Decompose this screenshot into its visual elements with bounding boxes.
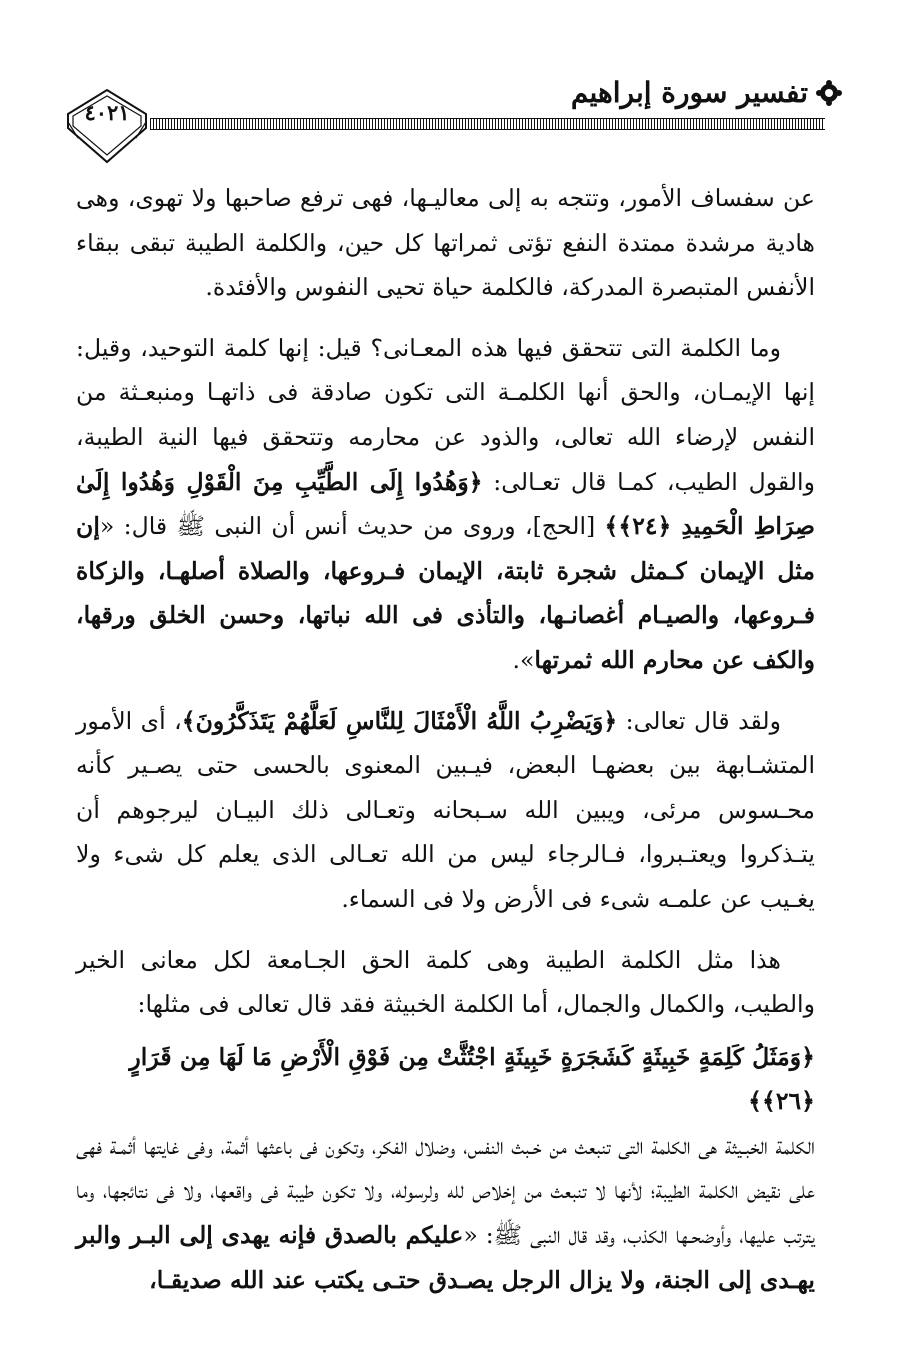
paragraph-2-text-c: ». [512, 645, 535, 674]
paragraph-2-text-a: وما الكلمة التى تتحقق فيها هذه المعـانى؟ قيل: إنها كلمة التوحيد، وقيل: إنها الإيمـان، والحق أنها الكلمـة التى تكون صادقة فى ذاتهـا ومنبعـثة من النفس لإرضاء الله تعالى، والذود عن محارمه وتتحقق فيها النية الطيبة، والقول الطيب، كمـا قال تعـالى: [76, 333, 815, 496]
page-header [0, 0, 920, 175]
paragraph-4: هذا مثل الكلمة الطيبة وهى كلمة الحق الجـامعة لكل معانى الخير والطيب، والكمال والجمال، أما الكلمة الخبيثة فقد قال تعالى فى مثلها: [76, 945, 815, 1019]
quran-verse-26: ﴿وَمَثَلُ كَلِمَةٍ خَبِيثَةٍ كَشَجَرَةٍ خَبِيثَةٍ اجْتُثَّتْ مِن فَوْقِ الْأَرْضِ مَا لَهَا مِن قَرَارٍ ﴿٢٦﴾﴾ [129, 1042, 815, 1116]
page-body [76, 176, 815, 1302]
paragraph-3-text-a: ولقد قال تعالى: [617, 706, 781, 735]
paragraph-1: عن سفساف الأمور، وتتجه به إلى معاليـها، فهى ترفع صاحبها ولا تهوى، وهى هادية مرشدة ممتدة النفع تؤتى ثمراتها كل حين، والكلمة الطيبة تبقى ببقاء الأنفس المتبصرة المدركة، فالكلمة حياة تحيى النفوس والأفئدة. [76, 184, 816, 302]
quran-verse-24: ﴿وَهُدُوا إِلَى الطَّيِّبِ مِنَ الْقَوْلِ وَهُدُوا إِلَىٰ صِرَاطِ الْحَمِيدِ ﴿٢٤﴾﴾ [76, 467, 815, 541]
surah-title: تفسير سورة إبراهيم [570, 76, 808, 109]
paragraph-3-text-b: ، أى الأمور المتشـابهة بين بعضهـا البعض، فيـبين المعنوى بالحسى حتى يصـير كأنه محـسوس مرئى، ويبين الله سـبحانه وتعـالى ذلك البيـان ليرجوهم أن يتـذكروا ويعتـبروا، فـالرجاء ليس من الله تعـالى الذى يعلم كل شىء ولا يغـيب عن علمـه شىء فى الأرض ولا فى السماء. [76, 706, 815, 913]
paragraph-2-text-b: [الحج]، وروى من حديث أنس أن النبى ﷺ قال: « [99, 512, 605, 541]
hadith-quote-2: عليكم بالصدق فإنه يهدى إلى البـر والبر يهـدى إلى الجنة، ولا يزال الرجل يصـدق حتـى يكتب عند الله صديقـا، [76, 1221, 815, 1294]
header-rule [150, 118, 825, 130]
paragraph-5 [76, 1124, 815, 1302]
paragraph-5-text-a: الكلمة الخبـيثة هى الكلمة التى تنبعث من خـبث النفس، وضلال الفكر، وتكون فى باعثها أثمة، وفى غايتها أثمـة فهى على نقيض الكلمة الطيبة؛ لأنها لا تنبعث من إخلاص لله ولرسوله، ولا تكون طيبة فى واقعها، ولا فى نتائجها، وما يترتب عليها، وأوضحـها الكذب، وقد قال النبى ﷺ: « [76, 1131, 815, 1250]
flower-ornament-icon [816, 80, 842, 106]
paragraph-3 [76, 699, 815, 922]
quran-verse-parables: ﴿وَيَضْرِبُ اللَّهُ الْأَمْثَالَ لِلنَّاسِ لَعَلَّهُمْ يَتَذَكَّرُونَ﴾ [181, 706, 618, 735]
hadith-quote: إن مثل الإيمان كـمثل شجرة ثابتة، الإيمان فـروعها، والصلاة أصلهـا، والزكاة فـروعها، والصيـام أغصانـها، والتأذى فى الله نباتها، وحسن الخلق ورقها، والكف عن محارم الله ثمرتها [76, 512, 815, 674]
page-number-badge-icon [64, 86, 150, 166]
page-number: ٤٠٢١ [84, 100, 130, 125]
paragraph-2 [76, 326, 815, 683]
